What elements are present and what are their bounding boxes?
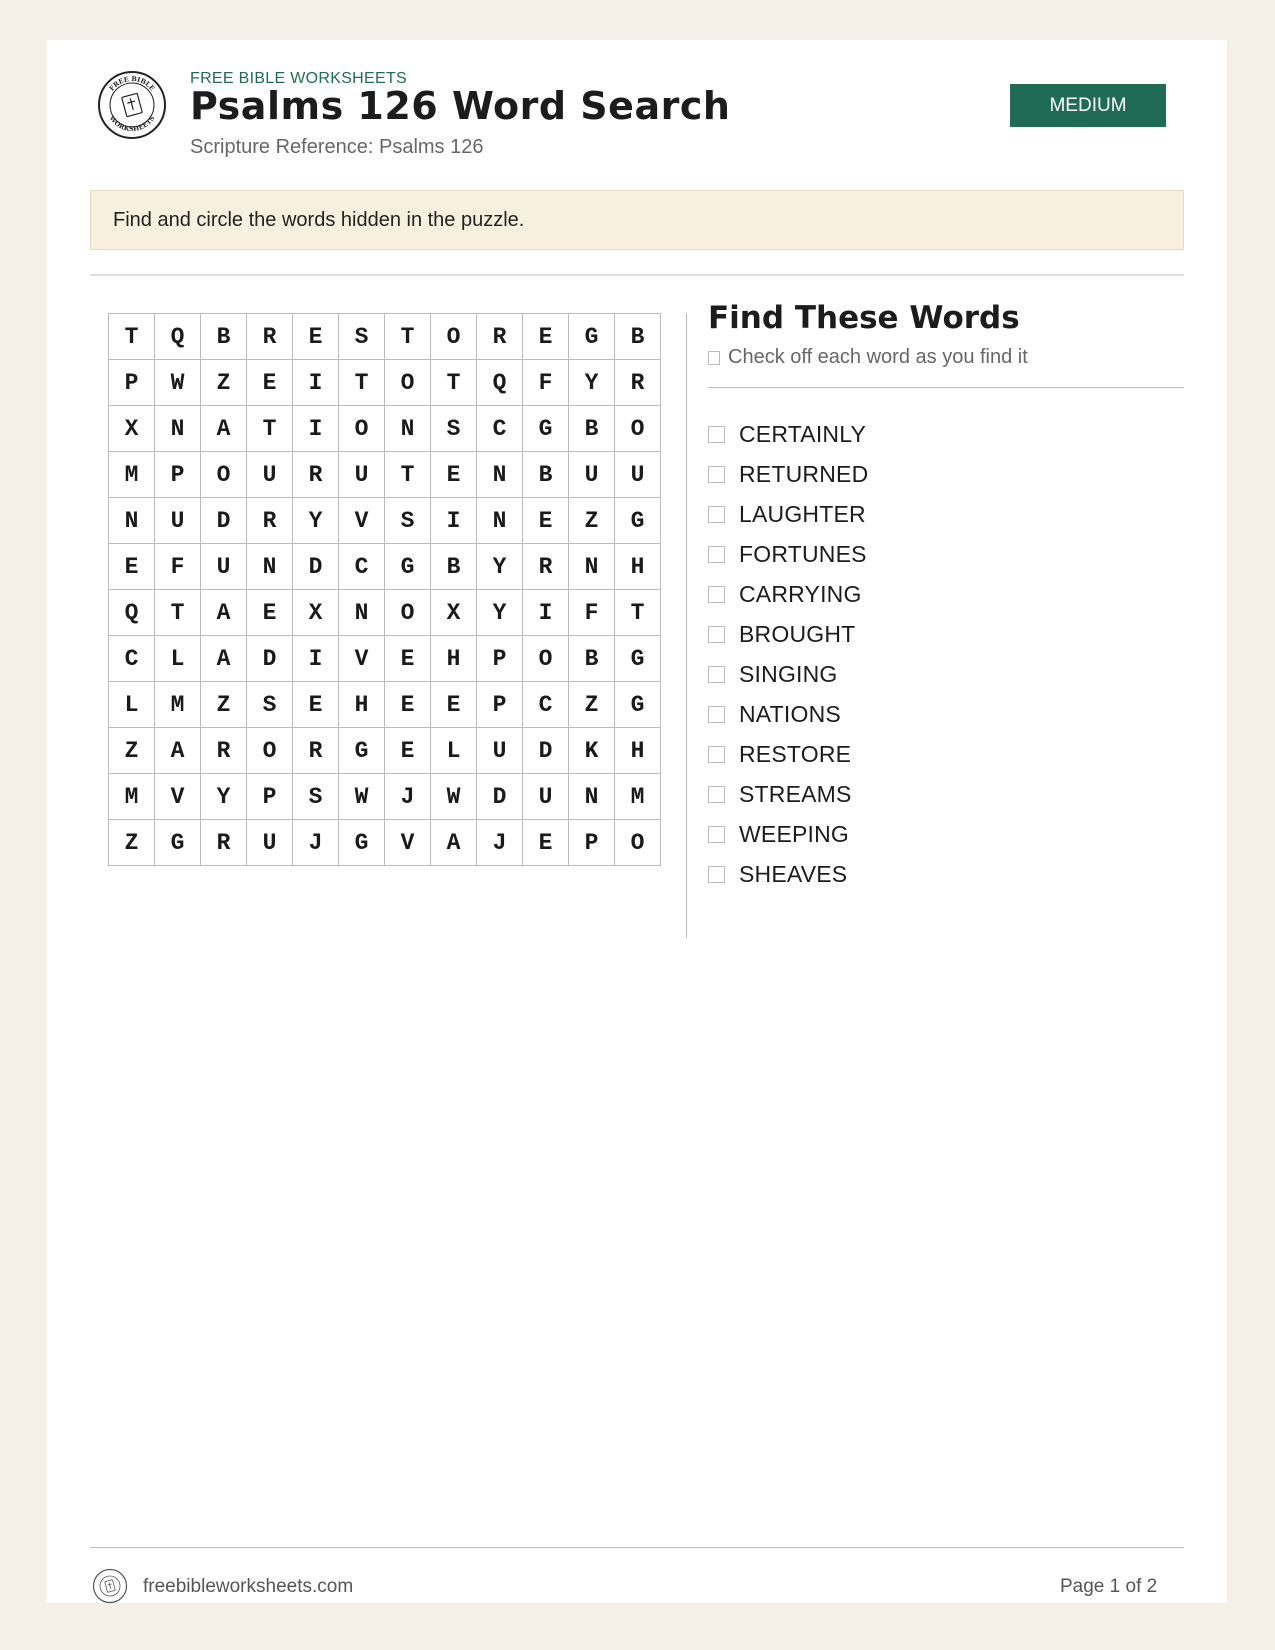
- grid-cell[interactable]: E: [431, 682, 477, 728]
- grid-cell[interactable]: O: [201, 452, 247, 498]
- grid-cell[interactable]: Y: [293, 498, 339, 544]
- grid-cell[interactable]: I: [293, 406, 339, 452]
- word-checkbox[interactable]: [708, 506, 725, 523]
- grid-cell[interactable]: H: [615, 544, 661, 590]
- logo-text-top: FREE BIBLE: [107, 74, 157, 93]
- grid-cell[interactable]: R: [247, 314, 293, 360]
- grid-cell[interactable]: P: [247, 774, 293, 820]
- grid-cell[interactable]: F: [155, 544, 201, 590]
- word-search-grid: [108, 313, 661, 866]
- worksheet-page: [47, 40, 1227, 1603]
- grid-cell[interactable]: S: [431, 406, 477, 452]
- grid-cell[interactable]: U: [523, 774, 569, 820]
- grid-cell[interactable]: V: [339, 636, 385, 682]
- scripture-reference: Scripture Reference: Psalms 126: [190, 136, 484, 158]
- grid-cell[interactable]: N: [155, 406, 201, 452]
- grid-cell[interactable]: B: [523, 452, 569, 498]
- grid-cell[interactable]: Z: [569, 682, 615, 728]
- grid-cell[interactable]: T: [109, 314, 155, 360]
- word-label: LAUGHTER: [739, 500, 866, 527]
- word-label: CERTAINLY: [739, 420, 867, 447]
- grid-cell[interactable]: Q: [155, 314, 201, 360]
- grid-cell[interactable]: X: [109, 406, 155, 452]
- word-list-item: [708, 774, 868, 814]
- grid-cell[interactable]: T: [247, 406, 293, 452]
- word-list-item: [708, 414, 868, 454]
- grid-cell[interactable]: B: [615, 314, 661, 360]
- grid-cell[interactable]: U: [201, 544, 247, 590]
- grid-cell[interactable]: Q: [109, 590, 155, 636]
- grid-cell[interactable]: W: [339, 774, 385, 820]
- grid-cell[interactable]: M: [615, 774, 661, 820]
- grid-cell[interactable]: X: [431, 590, 477, 636]
- grid-cell[interactable]: O: [247, 728, 293, 774]
- word-list: [708, 414, 868, 894]
- word-list-item: [708, 814, 868, 854]
- grid-cell[interactable]: E: [293, 682, 339, 728]
- grid-cell[interactable]: P: [155, 452, 201, 498]
- word-checkbox[interactable]: [708, 866, 725, 883]
- word-list-divider: [708, 387, 1184, 388]
- word-label: RETURNED: [739, 460, 869, 487]
- grid-cell[interactable]: D: [201, 498, 247, 544]
- grid-cell[interactable]: U: [477, 728, 523, 774]
- word-list-heading: Find These Words: [708, 300, 1020, 336]
- brand-name: FREE BIBLE WORKSHEETS: [190, 70, 408, 87]
- word-label: CARRYING: [739, 580, 862, 607]
- grid-cell[interactable]: Z: [201, 360, 247, 406]
- grid-cell[interactable]: Q: [477, 360, 523, 406]
- grid-cell[interactable]: L: [155, 636, 201, 682]
- grid-cell[interactable]: B: [201, 314, 247, 360]
- grid-cell[interactable]: E: [385, 636, 431, 682]
- grid-cell[interactable]: S: [385, 498, 431, 544]
- grid-cell[interactable]: V: [339, 498, 385, 544]
- grid-cell[interactable]: U: [569, 452, 615, 498]
- grid-cell[interactable]: E: [109, 544, 155, 590]
- grid-cell[interactable]: N: [477, 498, 523, 544]
- grid-cell[interactable]: M: [109, 774, 155, 820]
- grid-cell[interactable]: L: [431, 728, 477, 774]
- grid-cell[interactable]: G: [615, 682, 661, 728]
- grid-cell[interactable]: D: [293, 544, 339, 590]
- grid-cell[interactable]: B: [569, 636, 615, 682]
- grid-cell[interactable]: G: [155, 820, 201, 866]
- grid-cell[interactable]: C: [477, 406, 523, 452]
- grid-cell[interactable]: S: [339, 314, 385, 360]
- word-label: BROUGHT: [739, 620, 856, 647]
- grid-cell[interactable]: G: [523, 406, 569, 452]
- word-list-hint-text: Check off each word as you find it: [728, 346, 1028, 368]
- hint-checkbox-icon: [708, 351, 720, 365]
- grid-cell[interactable]: O: [385, 590, 431, 636]
- grid-cell[interactable]: T: [385, 314, 431, 360]
- instructions-text: Find and circle the words hidden in the puzzle.: [113, 208, 525, 231]
- grid-cell[interactable]: R: [523, 544, 569, 590]
- grid-cell[interactable]: E: [523, 314, 569, 360]
- word-checkbox[interactable]: [708, 706, 725, 723]
- grid-cell[interactable]: Y: [477, 590, 523, 636]
- footer-divider: [90, 1547, 1184, 1548]
- page-title: Psalms 126 Word Search: [190, 84, 731, 128]
- grid-cell[interactable]: P: [477, 682, 523, 728]
- word-label: WEEPING: [739, 820, 850, 847]
- word-list-item: [708, 694, 868, 734]
- grid-cell[interactable]: A: [201, 406, 247, 452]
- grid-cell[interactable]: M: [109, 452, 155, 498]
- grid-cell[interactable]: R: [201, 820, 247, 866]
- grid-cell[interactable]: U: [247, 452, 293, 498]
- word-list-item: [708, 734, 868, 774]
- grid-cell[interactable]: L: [109, 682, 155, 728]
- grid-cell[interactable]: E: [385, 682, 431, 728]
- grid-cell[interactable]: S: [247, 682, 293, 728]
- word-list-item: [708, 654, 868, 694]
- grid-cell[interactable]: B: [431, 544, 477, 590]
- grid-cell[interactable]: Z: [201, 682, 247, 728]
- grid-cell[interactable]: T: [615, 590, 661, 636]
- grid-cell[interactable]: B: [569, 406, 615, 452]
- grid-cell[interactable]: C: [339, 544, 385, 590]
- grid-cell[interactable]: I: [431, 498, 477, 544]
- grid-cell[interactable]: R: [201, 728, 247, 774]
- grid-cell[interactable]: J: [293, 820, 339, 866]
- grid-cell[interactable]: R: [477, 314, 523, 360]
- grid-cell[interactable]: W: [155, 360, 201, 406]
- grid-cell[interactable]: O: [431, 314, 477, 360]
- grid-cell[interactable]: T: [339, 360, 385, 406]
- grid-cell[interactable]: R: [293, 728, 339, 774]
- vertical-divider: [686, 313, 687, 938]
- grid-cell[interactable]: A: [201, 590, 247, 636]
- grid-cell[interactable]: Z: [569, 498, 615, 544]
- grid-cell[interactable]: O: [339, 406, 385, 452]
- grid-cell[interactable]: E: [247, 590, 293, 636]
- difficulty-badge: MEDIUM: [1010, 84, 1166, 127]
- word-checkbox[interactable]: [708, 586, 725, 603]
- grid-cell[interactable]: P: [109, 360, 155, 406]
- word-list-item: [708, 854, 868, 894]
- grid-cell[interactable]: C: [523, 682, 569, 728]
- grid-cell[interactable]: G: [339, 728, 385, 774]
- grid-cell[interactable]: I: [293, 360, 339, 406]
- grid-cell[interactable]: Z: [109, 728, 155, 774]
- grid-cell[interactable]: N: [385, 406, 431, 452]
- grid-cell[interactable]: H: [431, 636, 477, 682]
- word-label: SINGING: [739, 660, 838, 687]
- word-checkbox[interactable]: [708, 546, 725, 563]
- word-checkbox[interactable]: [708, 786, 725, 803]
- grid-cell[interactable]: E: [431, 452, 477, 498]
- grid-cell[interactable]: E: [523, 498, 569, 544]
- grid-cell[interactable]: F: [569, 590, 615, 636]
- word-label: SHEAVES: [739, 860, 848, 887]
- word-checkbox[interactable]: [708, 666, 725, 683]
- grid-cell[interactable]: G: [615, 636, 661, 682]
- grid-cell[interactable]: Y: [569, 360, 615, 406]
- grid-cell[interactable]: A: [201, 636, 247, 682]
- grid-cell[interactable]: S: [293, 774, 339, 820]
- footer-url: freebibleworksheets.com: [143, 1576, 354, 1597]
- grid-cell[interactable]: R: [293, 452, 339, 498]
- word-list-item: [708, 574, 868, 614]
- grid-cell[interactable]: Z: [109, 820, 155, 866]
- grid-cell[interactable]: D: [523, 728, 569, 774]
- grid-cell[interactable]: C: [109, 636, 155, 682]
- grid-cell[interactable]: E: [385, 728, 431, 774]
- grid-cell[interactable]: U: [615, 452, 661, 498]
- grid-cell[interactable]: R: [615, 360, 661, 406]
- grid-cell[interactable]: O: [615, 406, 661, 452]
- grid-cell[interactable]: P: [569, 820, 615, 866]
- grid-cell[interactable]: A: [155, 728, 201, 774]
- grid-cell[interactable]: N: [569, 774, 615, 820]
- svg-text:WORKSHEETS: [107, 114, 157, 134]
- grid-cell[interactable]: N: [339, 590, 385, 636]
- word-label: NATIONS: [739, 700, 841, 727]
- grid-cell[interactable]: H: [339, 682, 385, 728]
- grid-cell[interactable]: P: [477, 636, 523, 682]
- page-number: Page 1 of 2: [1060, 1576, 1158, 1597]
- grid-cell[interactable]: F: [523, 360, 569, 406]
- grid-cell[interactable]: K: [569, 728, 615, 774]
- grid-cell[interactable]: T: [431, 360, 477, 406]
- grid-cell[interactable]: W: [431, 774, 477, 820]
- grid-cell[interactable]: T: [155, 590, 201, 636]
- grid-cell[interactable]: G: [615, 498, 661, 544]
- word-list-item: [708, 614, 868, 654]
- grid-cell[interactable]: V: [155, 774, 201, 820]
- grid-cell[interactable]: O: [615, 820, 661, 866]
- instructions-box: [90, 190, 1184, 250]
- grid-cell[interactable]: D: [247, 636, 293, 682]
- grid-cell[interactable]: G: [569, 314, 615, 360]
- word-label: STREAMS: [739, 780, 852, 807]
- grid-cell[interactable]: I: [523, 590, 569, 636]
- grid-cell[interactable]: J: [477, 820, 523, 866]
- word-label: RESTORE: [739, 740, 852, 767]
- logo-text-bottom: WORKSHEETS: [107, 114, 157, 134]
- bible-logo-icon: [97, 70, 167, 140]
- header-divider: [90, 274, 1184, 276]
- word-list-hint: [708, 346, 1028, 369]
- grid-cell[interactable]: G: [385, 544, 431, 590]
- grid-cell[interactable]: N: [247, 544, 293, 590]
- word-list-item: [708, 534, 868, 574]
- grid-cell[interactable]: U: [247, 820, 293, 866]
- grid-cell[interactable]: N: [569, 544, 615, 590]
- word-checkbox[interactable]: [708, 746, 725, 763]
- grid-cell[interactable]: I: [293, 636, 339, 682]
- grid-cell[interactable]: E: [247, 360, 293, 406]
- word-list-item: [708, 494, 868, 534]
- grid-cell[interactable]: Y: [477, 544, 523, 590]
- grid-cell[interactable]: J: [385, 774, 431, 820]
- grid-cell[interactable]: M: [155, 682, 201, 728]
- grid-cell[interactable]: N: [109, 498, 155, 544]
- grid-cell[interactable]: Y: [201, 774, 247, 820]
- grid-cell[interactable]: A: [431, 820, 477, 866]
- word-checkbox[interactable]: [708, 426, 725, 443]
- grid-cell[interactable]: D: [477, 774, 523, 820]
- grid-cell[interactable]: X: [293, 590, 339, 636]
- grid-cell[interactable]: T: [385, 452, 431, 498]
- word-checkbox[interactable]: [708, 626, 725, 643]
- grid-cell[interactable]: U: [155, 498, 201, 544]
- grid-cell[interactable]: U: [339, 452, 385, 498]
- grid-cell[interactable]: H: [615, 728, 661, 774]
- grid-cell[interactable]: O: [523, 636, 569, 682]
- grid-cell[interactable]: V: [385, 820, 431, 866]
- grid-cell[interactable]: E: [523, 820, 569, 866]
- word-checkbox[interactable]: [708, 826, 725, 843]
- grid-cell[interactable]: N: [477, 452, 523, 498]
- word-label: FORTUNES: [739, 540, 867, 567]
- word-list-item: [708, 454, 868, 494]
- word-checkbox[interactable]: [708, 466, 725, 483]
- footer-logo-icon: [92, 1568, 128, 1604]
- grid-cell[interactable]: E: [293, 314, 339, 360]
- grid-cell[interactable]: R: [247, 498, 293, 544]
- grid-cell[interactable]: O: [385, 360, 431, 406]
- grid-cell[interactable]: G: [339, 820, 385, 866]
